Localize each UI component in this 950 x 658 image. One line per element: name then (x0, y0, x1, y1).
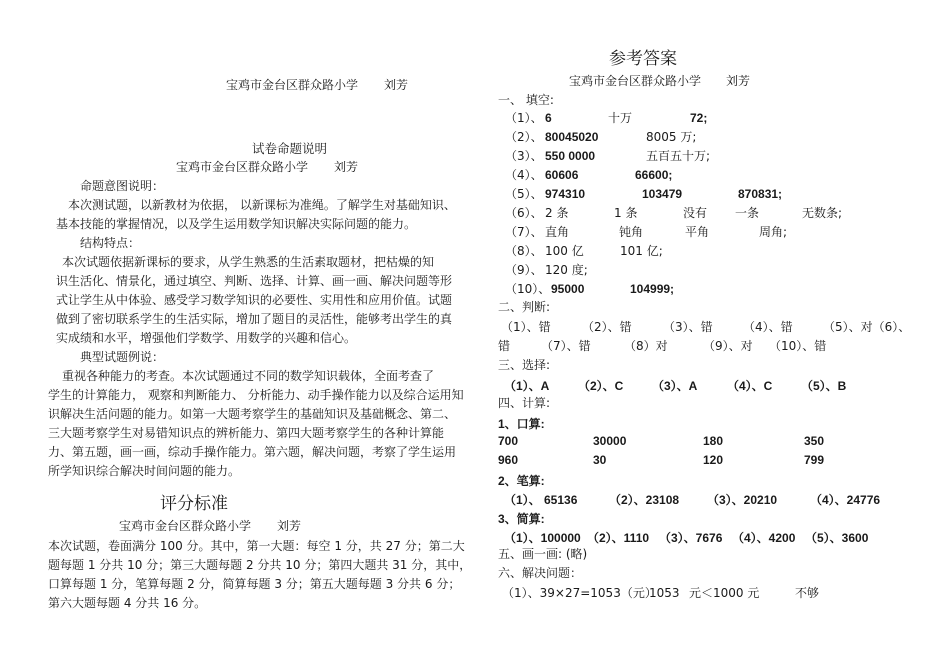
fill-answer: 无数条; (802, 206, 843, 220)
simple-answer: （3）、7676 (659, 531, 723, 545)
oral-answer: 120 (703, 453, 724, 467)
oral-answer: 799 (804, 453, 825, 467)
written-answer: （2）、23108 (609, 493, 680, 507)
fill-row-label: （5）、 (505, 187, 543, 201)
solve-answer: （1）、39×27=1053（元） (502, 586, 657, 600)
structure-line: 做到了密切联系学生的生活实际，增加了题目的灵活性，能够考出学生的真 (56, 312, 453, 326)
judge-item: （5）、对（6）、 (823, 320, 911, 334)
structure-line: 实成绩和水平，增强他们学数学、用数学的兴趣和信心。 (56, 331, 357, 345)
fill-answer: 钝角 (619, 225, 644, 239)
fill-answer: 周角; (759, 225, 788, 239)
draw-heading: 五、画一画: (略) (498, 547, 588, 561)
oral-answer: 30000 (593, 434, 627, 448)
written-heading: 2、笔算: (498, 474, 545, 488)
fill-answer: 2 条 (545, 206, 569, 220)
calc-heading: 四、计算: (498, 396, 551, 410)
fill-row-label: （4）、 (505, 168, 543, 182)
written-answer: （3）、20210 (707, 493, 778, 507)
fill-answer: 974310 (545, 187, 586, 201)
simple-heading: 3、简算: (498, 512, 545, 526)
fill-answer: 1 条 (614, 206, 638, 220)
fill-answer: 60606 (545, 168, 579, 182)
section2-author: 刘芳 (277, 519, 302, 533)
oral-heading: 1、口算: (498, 417, 545, 431)
oral-answer: 960 (498, 453, 519, 467)
fill-row-label: （1）、 (505, 111, 543, 125)
fill-answer: 100 亿 (545, 244, 584, 258)
choice-item: （3）、A (652, 379, 698, 393)
solve-answer: 元＜1000 元 (689, 586, 760, 600)
fill-answer: 平角 (685, 225, 710, 239)
grading-title: 评分标准 (160, 494, 228, 514)
fill-row-label: （8）、 (505, 244, 543, 258)
simple-answer: （1）、100000 (504, 531, 581, 545)
choice-item: （5）、B (801, 379, 847, 393)
written-answer: （4）、24776 (810, 493, 881, 507)
fill-row-label: （3）、 (505, 149, 543, 163)
oral-answer: 350 (804, 434, 825, 448)
judge-heading: 二、判断: (498, 300, 551, 314)
answer-school: 宝鸡市金台区群众路小学 (569, 74, 702, 88)
section1-school: 宝鸡市金台区群众路小学 (176, 160, 309, 174)
answer-author: 刘芳 (726, 74, 751, 88)
example-line: 所学知识综合解决时间问题的能力。 (48, 464, 241, 478)
fill-answer: 一条 (735, 206, 760, 220)
solve-answer: 1053 (649, 586, 680, 600)
judge-item: （1）、错 (501, 320, 551, 334)
fill-answer: 直角 (545, 225, 570, 239)
judge-item: （10）、错 (769, 339, 827, 353)
fill-row-label: （9）、 (505, 263, 543, 277)
section2-school: 宝鸡市金台区群众路小学 (119, 519, 252, 533)
choice-item: （1）、A (504, 379, 550, 393)
oral-answer: 30 (593, 453, 607, 467)
grading-line: 题每题 1 分共 10 分；第三大题每题 2 分共 10 分；第四大题共 31 分，其中， (48, 558, 472, 572)
fill-answer: 没有 (683, 206, 708, 220)
fill-row-label: （2）、 (505, 130, 543, 144)
fill-answer: 十万 (608, 111, 633, 125)
example-line: 识解决生活问题的能力。如第一大题考察学生的基础知识及基础概念、第二、 (48, 407, 457, 421)
fill-row-label: （10）、 (505, 282, 551, 296)
fill-answer: 104999; (630, 282, 675, 296)
example-line: 重视各种能力的考查。本次试题通过不同的数学知识载体，全面考查了 (62, 369, 435, 383)
header-school: 宝鸡市金台区群众路小学 (226, 78, 359, 92)
exam-explanation-title: 试卷命题说明 (252, 141, 328, 156)
fill-answer: 8005 万; (646, 130, 697, 144)
fill-answer: 72; (690, 111, 708, 125)
simple-answer: （4）、4200 (732, 531, 796, 545)
example-line: 学生的计算能力， 观察和判断能力、 分析能力、动手操作能力以及综合运用知 (48, 388, 464, 402)
solve-heading: 六、解决问题： (498, 566, 583, 580)
oral-answer: 700 (498, 434, 519, 448)
solve-answer: 不够 (795, 586, 820, 600)
header-author: 刘芳 (384, 78, 409, 92)
fill-heading: 一、 填空: (498, 93, 554, 107)
structure-line: 式让学生从中体验、感受学习数学知识的必要性、实用性和应用价值。试题 (56, 293, 453, 307)
fill-row-label: （7）、 (505, 225, 543, 239)
simple-answer: （5）、3600 (805, 531, 869, 545)
structure-heading: 结构特点： (80, 236, 141, 250)
judge-item: （2）、错 (582, 320, 632, 334)
intent-heading: 命题意图说明： (80, 179, 165, 193)
grading-line: 第六大题每题 4 分共 16 分。 (48, 596, 207, 610)
fill-answer: 870831; (738, 187, 783, 201)
structure-line: 本次试题依据新课标的要求，从学生熟悉的生活素取题材，把枯燥的知 (62, 255, 435, 269)
written-answer: （1）、 65136 (504, 493, 578, 507)
simple-answer: （2）、1110 (587, 531, 650, 545)
judge-item: （8）对 (624, 339, 668, 353)
example-line: 力、第五题，画一画，综动手操作能力。第六题，解决问题，考察了学生运用 (48, 445, 457, 459)
choice-item: （4）、C (727, 379, 773, 393)
structure-line: 识生活化、情景化，通过填空、判断、选择、计算、画一画、解决问题等形 (56, 274, 453, 288)
oral-answer: 180 (703, 434, 724, 448)
fill-answer: 550 0000 (545, 149, 596, 163)
grading-line: 口算每题 1 分，笔算每题 2 分，简算每题 3 分；第五大题每题 3 分共 6 分； (48, 577, 461, 591)
intent-line: 本次测试题，以新教材为依据， 以新课标为准绳。了解学生对基础知识、 (68, 198, 456, 212)
fill-answer: 80045020 (545, 130, 599, 144)
fill-answer: 五百五十万; (646, 149, 711, 163)
answer-key-title: 参考答案 (609, 49, 677, 69)
intent-line: 基本技能的掌握情况，以及学生运用数学知识解决实际问题的能力。 (56, 217, 417, 231)
example-line: 三大题考察学生对易错知识点的辨析能力、第四大题考察学生的各种计算能 (48, 426, 445, 440)
judge-item: 错 (498, 339, 511, 353)
fill-answer: 6 (545, 111, 552, 125)
fill-answer: 66600; (635, 168, 673, 182)
fill-answer: 95000 (551, 282, 585, 296)
grading-line: 本次试题，卷面满分 100 分。其中，第一大题：每空 1 分，共 27 分；第二大 (48, 539, 465, 553)
judge-item: （4）、错 (743, 320, 793, 334)
section1-author: 刘芳 (334, 160, 359, 174)
judge-item: （7）、错 (541, 339, 591, 353)
example-heading: 典型试题例说： (80, 350, 165, 364)
fill-row-label: （6）、 (505, 206, 543, 220)
fill-answer: 101 亿; (620, 244, 663, 258)
fill-answer: 103479 (642, 187, 683, 201)
choice-heading: 三、选择: (498, 358, 551, 372)
fill-answer: 120 度; (545, 263, 588, 277)
choice-item: （2）、C (578, 379, 624, 393)
judge-item: （3）、错 (663, 320, 713, 334)
judge-item: （9）、对 (703, 339, 753, 353)
